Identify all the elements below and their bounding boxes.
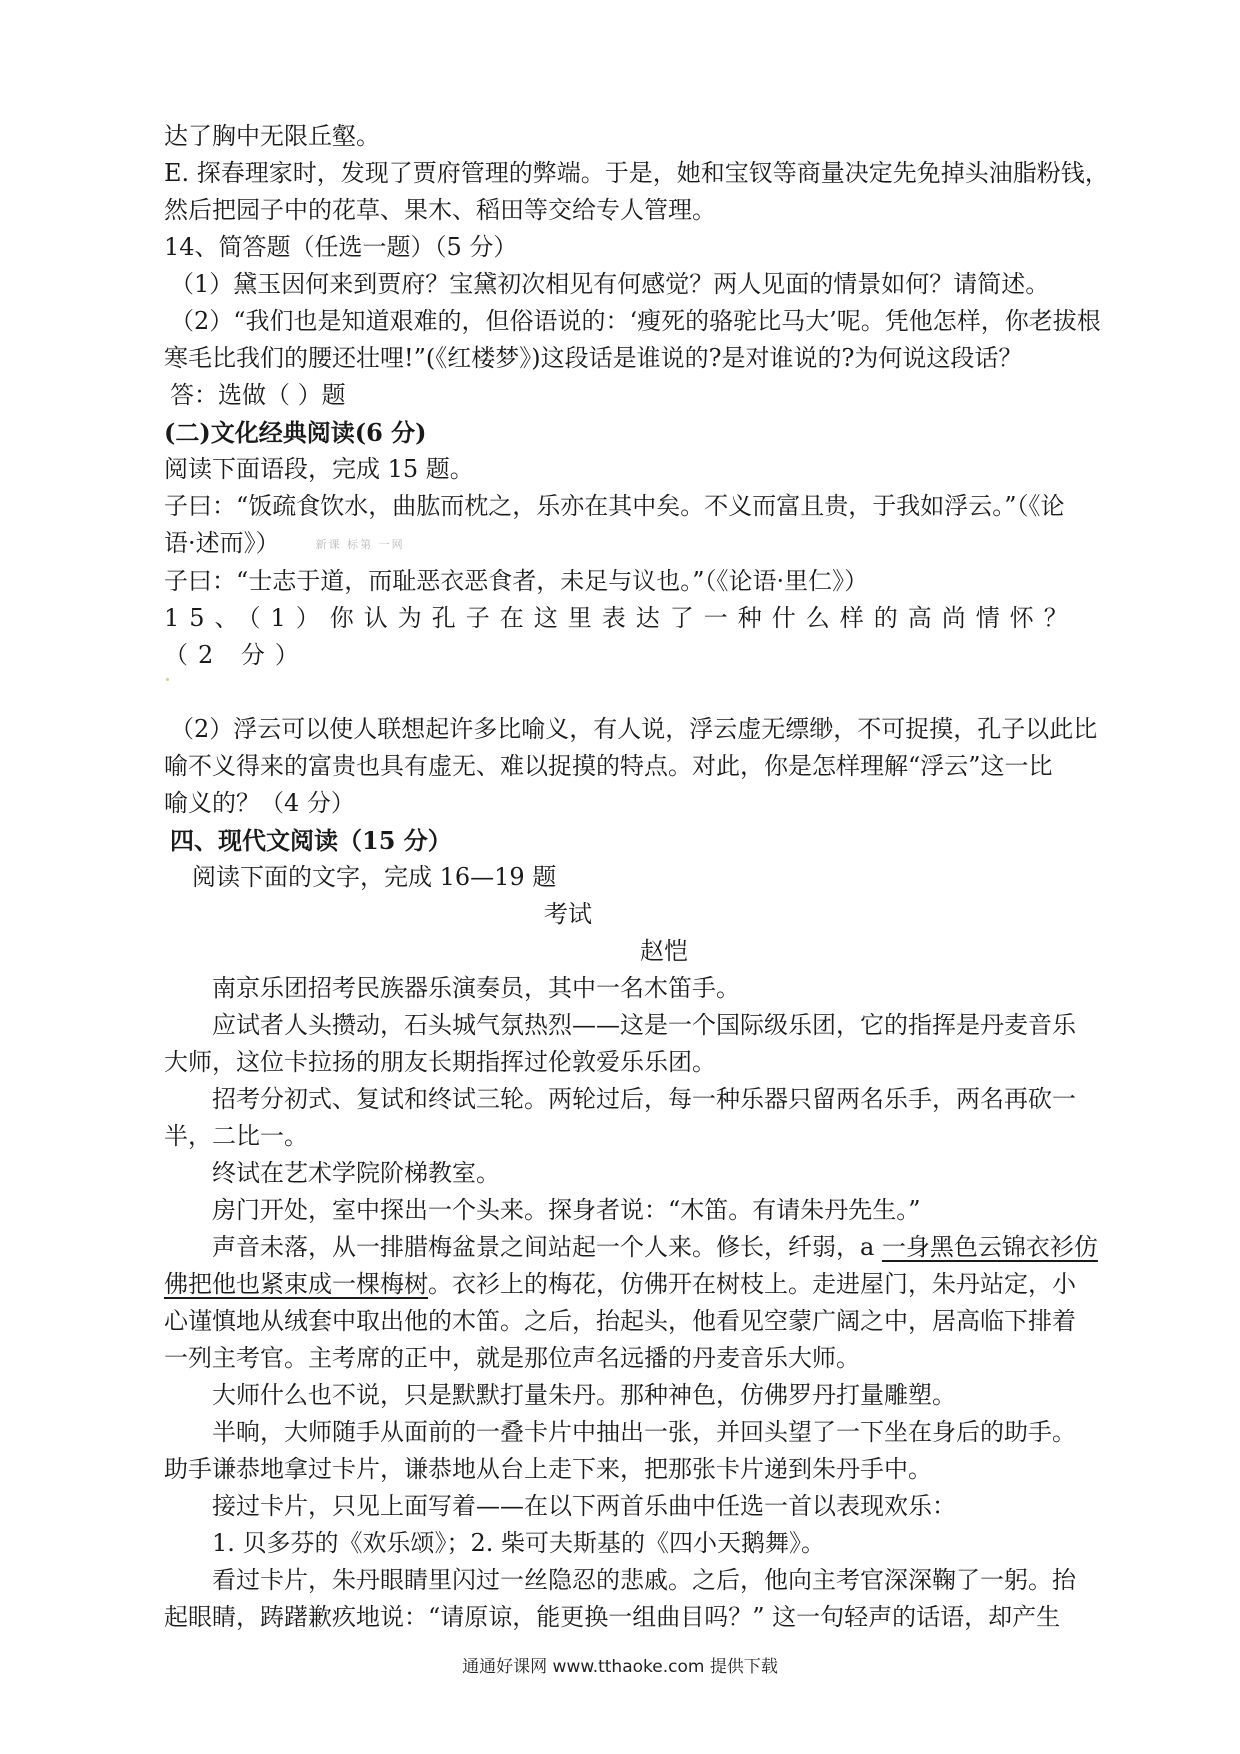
paragraph: 应试者人头攒动，石头城气氛热烈——这是一个国际级乐团，它的指挥是丹麦音乐 bbox=[212, 1011, 1076, 1039]
paragraph: 接过卡片，只见上面写着——在以下两首乐曲中任选一首以表现欢乐： bbox=[212, 1492, 956, 1520]
article-title: 考试 bbox=[544, 900, 592, 928]
document-body bbox=[164, 118, 1126, 1636]
paragraph-cont: 半，二比一。 bbox=[164, 1122, 308, 1150]
paragraph-cont: 助手谦恭地拿过卡片，谦恭地从台上走下来，把那张卡片递到朱丹手中。 bbox=[164, 1455, 932, 1483]
paragraph: 看过卡片，朱丹眼睛里闪过一丝隐忍的悲戚。之后，他向主考官深深鞠了一躬。抬 bbox=[212, 1566, 1076, 1594]
answer-space bbox=[164, 674, 1126, 711]
text-line: 然后把园子中的花草、果木、稻田等交给专人管理。 bbox=[164, 196, 716, 224]
quote-line: 子曰：“饭疏食饮水，曲肱而枕之，乐亦在其中矣。不义而富且贵，于我如浮云。”（《论 bbox=[164, 492, 1065, 520]
page-footer: 通通好课网 www.tthaoke.com 提供下载 bbox=[462, 1657, 778, 1677]
option-e: E. 探春理家时，发现了贾府管理的弊端。于是，她和宝钗等商量决定先免掉头油脂粉钱， bbox=[164, 159, 1109, 187]
card-content: 1. 贝多芬的《欢乐颂》；2. 柴可夫斯基的《四小天鹅舞》。 bbox=[212, 1529, 826, 1557]
quote-line bbox=[164, 525, 1126, 563]
paragraph-cont: 心谨慎地从绒套中取出他的木笛。之后，抬起头，他看见空蒙广阔之中，居高临下排着 bbox=[164, 1307, 1076, 1335]
text-line: 寒毛比我们的腰还壮哩!”(《红楼梦》)这段话是谁说的?是对谁说的?为何说这段话？ bbox=[164, 344, 1023, 372]
instruction-line: 阅读下面的文字，完成 16—19 题 bbox=[192, 863, 557, 891]
paragraph-cont: 起眼睛，踌躇歉疚地说：“请原谅，能更换一组曲目吗？” 这一句轻声的话语，却产生 bbox=[164, 1603, 1061, 1631]
paragraph-cont bbox=[164, 1266, 1126, 1303]
question-15-part-1: 15、（1）你认为孔子在这里表达了一种什么样的高尚情怀？（2 分） bbox=[164, 604, 1078, 669]
paragraph bbox=[164, 1229, 1126, 1266]
paragraph: 招考分初式、复试和终试三轮。两轮过后，每一种乐器只留两名乐手，两名再砍一 bbox=[212, 1085, 1076, 1113]
paragraph-cont: 大师，这位卡拉扬的朋友长期指挥过伦敦爱乐乐团。 bbox=[164, 1048, 716, 1076]
answer-choice-line: 答：选做（ ）题 bbox=[170, 381, 346, 409]
question-15-part-2: （2）浮云可以使人联想起许多比喻义，有人说，浮云虚无缥缈，不可捉摸，孔子以此比 bbox=[170, 715, 1098, 743]
quote-source: 语·述而》） bbox=[164, 529, 280, 557]
scan-speck bbox=[166, 678, 169, 681]
text-run: 。衣衫上的梅花，仿佛开在树枝上。走进屋门，朱丹站定，小 bbox=[428, 1270, 1076, 1298]
underlined-sentence-a: 一身黑色云锦衣衫仿 bbox=[881, 1233, 1098, 1261]
paragraph: 半晌，大师随手从面前的一叠卡片中抽出一张，并回头望了一下坐在身后的助手。 bbox=[212, 1418, 1076, 1446]
section-heading-classics: (二)文化经典阅读(6 分) bbox=[164, 418, 427, 447]
paragraph: 房门开处，室中探出一个头来。探身者说：“木笛。有请朱丹先生。” bbox=[212, 1196, 921, 1224]
question-14-option-2: （2）“我们也是知道艰难的，但俗语说的：‘瘦死的骆驼比马大’呢。凭他怎样，你老拔根 bbox=[170, 307, 1101, 335]
paragraph: 大师什么也不说，只是默默打量朱丹。那种神色，仿佛罗丹打量雕塑。 bbox=[212, 1381, 956, 1409]
text-line: 喻不义得来的富贵也具有虚无、难以捉摸的特点。对此，你是怎样理解“浮云”这一比 bbox=[164, 752, 1053, 780]
text-line: 喻义的？（4 分） bbox=[164, 789, 355, 817]
instruction-line: 阅读下面语段，完成 15 题。 bbox=[164, 455, 474, 483]
watermark-text: 新课 标第 一网 bbox=[315, 538, 405, 551]
text-line: 达了胸中无限丘壑。 bbox=[164, 122, 380, 150]
quote-line: 子曰：“士志于道，而耻恶衣恶食者，未足与议也。”（《论语·里仁》） bbox=[164, 567, 869, 595]
question-14-heading: 14、简答题（任选一题）（5 分） bbox=[164, 233, 518, 261]
section-heading-modern: 四、现代文阅读（15 分） bbox=[170, 826, 452, 855]
question-14-option-1: （1）黛玉因何来到贾府？宝黛初次相见有何感觉？两人见面的情景如何？请简述。 bbox=[170, 270, 1050, 298]
text-run: 声音未落，从一排腊梅盆景之间站起一个人来。修长，纤弱，a bbox=[212, 1233, 882, 1261]
article-author: 赵恺 bbox=[640, 937, 688, 965]
paragraph: 南京乐团招考民族器乐演奏员，其中一名木笛手。 bbox=[212, 974, 740, 1002]
paragraph-cont: 一列主考官。主考席的正中，就是那位声名远播的丹麦音乐大师。 bbox=[164, 1344, 860, 1372]
paragraph: 终试在艺术学院阶梯教室。 bbox=[212, 1159, 500, 1187]
underlined-sentence-a-cont: 佛把他也紧束成一棵梅树 bbox=[164, 1270, 428, 1298]
